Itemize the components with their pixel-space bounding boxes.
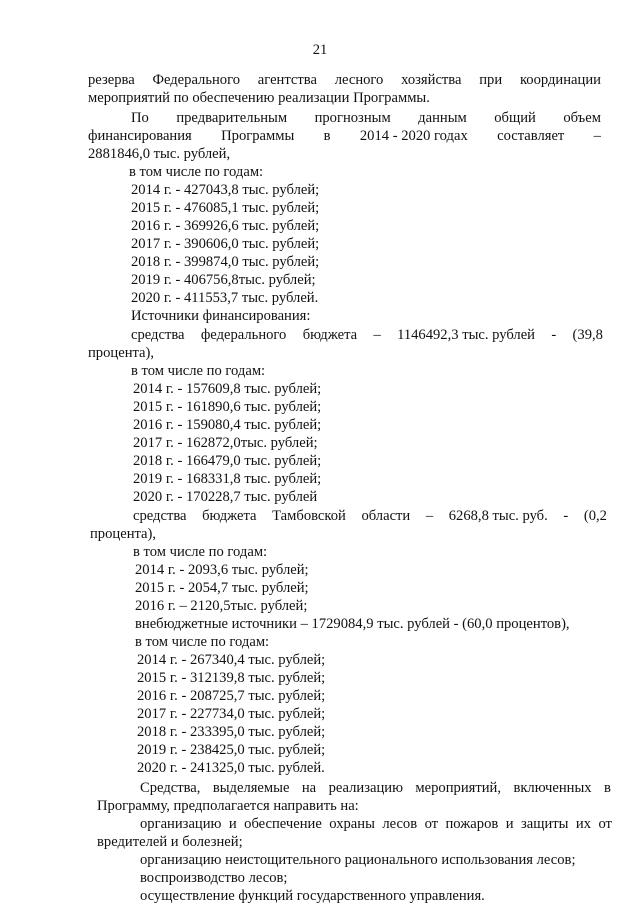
word: агентства	[257, 72, 317, 88]
word: от	[424, 816, 439, 832]
extrabudget-year-line: 2019 г. - 238425,0 тыс. рублей;	[137, 742, 326, 758]
word: и	[228, 816, 237, 832]
closing-item3: воспроизводство лесов;	[140, 870, 288, 886]
word: в	[323, 128, 331, 144]
word: при	[479, 72, 503, 88]
word: прогнозным	[314, 110, 391, 126]
word: от	[598, 816, 612, 832]
federal-year-line: 2018 г. - 166479,0 тыс. рублей;	[133, 453, 322, 469]
closing-line1	[140, 779, 611, 797]
total-by-year-intro: в том числе по годам:	[129, 164, 264, 180]
word: пожаров	[445, 816, 499, 832]
word: на	[301, 780, 317, 796]
word: -	[563, 508, 569, 524]
word: координации	[519, 72, 601, 88]
word: их	[575, 816, 591, 832]
word: области	[361, 508, 411, 524]
sources-heading: Источники финансирования:	[131, 308, 311, 324]
word: резерва	[88, 72, 135, 88]
federal-line2: процента),	[88, 345, 155, 361]
word: защиты	[520, 816, 569, 832]
closing-item1-line1	[140, 815, 612, 833]
extrabudget-line1: внебюджетные источники – 1729084,9 тыс. рублей - (60,0 процентов),	[135, 616, 570, 632]
word: объем	[563, 110, 601, 126]
federal-year-line: 2020 г. - 170228,7 тыс. рублей	[133, 489, 318, 505]
word: Средства,	[140, 780, 201, 796]
regional-line1	[133, 507, 607, 525]
total-year-line: 2017 г. - 390606,0 тыс. рублей;	[131, 236, 320, 252]
word: общий	[494, 110, 536, 126]
regional-year-line: 2015 г. - 2054,7 тыс. рублей;	[135, 580, 309, 596]
word: и	[505, 816, 514, 832]
federal-year-line: 2014 г. - 157609,8 тыс. рублей;	[133, 381, 322, 397]
word: (39,8	[572, 327, 603, 343]
p2-line2	[88, 127, 601, 145]
total-year-line: 2014 г. - 427043,8 тыс. рублей;	[131, 182, 320, 198]
total-year-line: 2019 г. - 406756,8тыс. рублей;	[131, 272, 316, 288]
word: бюджета	[302, 327, 358, 343]
total-year-line: 2020 г. - 411553,7 тыс. рублей.	[131, 290, 319, 306]
word: (0,2	[583, 508, 607, 524]
word: составляет	[497, 128, 565, 144]
federal-year-line: 2016 г. - 159080,4 тыс. рублей;	[133, 417, 322, 433]
extrabudget-year-line: 2016 г. - 208725,7 тыс. рублей;	[137, 688, 326, 704]
word: лесного	[334, 72, 384, 88]
total-year-line: 2016 г. - 369926,6 тыс. рублей;	[131, 218, 320, 234]
total-year-line: 2018 г. - 399874,0 тыс. рублей;	[131, 254, 320, 270]
regional-by-year-intro: в том числе по годам:	[133, 544, 268, 560]
word: хозяйства	[401, 72, 462, 88]
word: 2014 - 2020 годах	[359, 128, 468, 144]
word: –	[425, 508, 434, 524]
word: мероприятий,	[415, 780, 502, 796]
extrabudget-year-line: 2015 г. - 312139,8 тыс. рублей;	[137, 670, 326, 686]
word: бюджета	[202, 508, 257, 524]
p2-line3: 2881846,0 тыс. рублей,	[88, 146, 231, 162]
word: –	[373, 327, 381, 343]
word: предварительным	[176, 110, 288, 126]
extrabudget-year-line: 2017 г. - 227734,0 тыс. рублей;	[137, 706, 326, 722]
word: финансирования	[88, 128, 192, 144]
word: Федерального	[152, 72, 241, 88]
word: реализацию	[328, 780, 403, 796]
word: организацию	[140, 816, 222, 832]
word: Тамбовской	[272, 508, 346, 524]
regional-line2: процента),	[90, 526, 157, 542]
federal-line1	[131, 326, 603, 344]
word: средства	[131, 327, 185, 343]
closing-item4: осуществление функций государственного управления.	[140, 888, 485, 904]
word: обеспечение	[244, 816, 322, 832]
extrabudget-year-line: 2020 г. - 241325,0 тыс. рублей.	[137, 760, 325, 776]
word: 6268,8 тыс. руб.	[448, 508, 548, 524]
federal-by-year-intro: в том числе по годам:	[131, 363, 266, 379]
page-number: 21	[312, 42, 328, 58]
extrabudget-year-line: 2014 г. - 267340,4 тыс. рублей;	[137, 652, 326, 668]
word: –	[593, 128, 601, 144]
word: выделяемые	[212, 780, 290, 796]
p2-line1	[131, 109, 601, 127]
p1-line1	[88, 71, 601, 89]
regional-year-line: 2016 г. – 2120,5тыс. рублей;	[135, 598, 308, 614]
word: 1146492,3 тыс. рублей	[397, 327, 535, 343]
p1-line2: мероприятий по обеспечению реализации Программы.	[88, 90, 430, 106]
federal-year-line: 2017 г. - 162872,0тыс. рублей;	[133, 435, 318, 451]
word: Программы	[221, 128, 295, 144]
federal-year-line: 2019 г. - 168331,8 тыс. рублей;	[133, 471, 322, 487]
closing-line2: Программу, предполагается направить на:	[97, 798, 359, 814]
word: По	[131, 110, 149, 126]
total-year-line: 2015 г. - 476085,1 тыс. рублей;	[131, 200, 320, 216]
word: в	[604, 780, 611, 796]
word: охраны	[329, 816, 375, 832]
word: данным	[418, 110, 467, 126]
extrabudget-by-year-intro: в том числе по годам:	[135, 634, 270, 650]
federal-year-line: 2015 г. - 161890,6 тыс. рублей;	[133, 399, 322, 415]
word: включенных	[513, 780, 592, 796]
extrabudget-year-line: 2018 г. - 233395,0 тыс. рублей;	[137, 724, 326, 740]
word: средства	[133, 508, 187, 524]
word: федерального	[200, 327, 287, 343]
word: лесов	[382, 816, 418, 832]
word: -	[551, 327, 557, 343]
regional-year-line: 2014 г. - 2093,6 тыс. рублей;	[135, 562, 309, 578]
closing-item1-line2: вредителей и болезней;	[97, 834, 243, 850]
closing-item2: организацию неистощительного рационального использования лесов;	[140, 852, 576, 868]
